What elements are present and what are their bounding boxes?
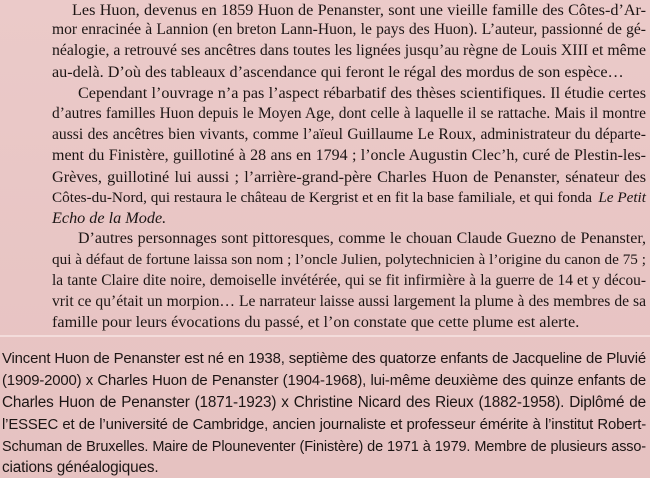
section-divider: [0, 335, 650, 337]
bio-line: (1909-2000) x Charles Huon de Penanster (1904-1968), lui-même deuxième des quinze enfants de: [2, 373, 646, 389]
review-line: aussi des ancêtres bien vivants, comme l’aïeul Guillaume Le Roux, administrateur du départe-: [52, 126, 646, 143]
review-line: d’autres familles Huon depuis le Moyen Age, dont celle à laquelle il se rattache. Mais il montre: [52, 105, 646, 122]
review-line: ment du Finistère, guillotiné à 28 ans en 1794 ; l’oncle Augustin Clec’h, curé de Plestin-les-: [52, 147, 646, 164]
bio-line: Charles Huon de Penanster (1871-1923) x Christine Nicard des Rieux (1882-1958). Diplômé de: [2, 394, 646, 411]
review-line: la tante Claire dite noire, demoiselle invétérée, qui se fit infirmière à la guerre de 14 et y décou-: [52, 272, 646, 289]
review-line: Cependant l’ouvrage n’a pas l’aspect rébarbatif des thèses scientifiques. Il étudie certes: [78, 84, 646, 102]
bio-line: Schuman de Bruxelles. Maire de Plouneventer (Finistère) de 1971 à 1979. Membre de plusieurs asso-: [2, 439, 646, 455]
bio-line: Vincent Huon de Penanster est né en 1938, septième des quatorze enfants de Jacqueline de Pluvié: [2, 351, 646, 367]
review-line: Grèves, guillotiné lui aussi ; l’arrière-grand-père Charles Huon de Penanster, sénateur des: [52, 168, 646, 186]
review-line: qui à défaut de fortune laissa son nom ; l’oncle Julien, polytechnicien à l’origine du canon de 75 ;: [52, 251, 646, 268]
review-line: vrit ce qu’était un morpion… Le narrateur laisse aussi largement la plume à des membres de sa: [52, 293, 646, 310]
review-line: Côtes-du-Nord, qui restaura le château de Kergrist et en fit la base familiale, et qui fonda: [52, 189, 592, 206]
review-line-italic: [52, 208, 166, 228]
review-line: D’autres personnages sont pittoresques, comme le chouan Claude Guezno de Penanster,: [78, 230, 646, 247]
review-line: mor enracinée à Lannion (en breton Lann-Huon, le pays des Huon). L’auteur, passionné de gé-: [52, 21, 646, 38]
bio-line: ciations généalogiques.: [2, 459, 159, 476]
review-line-with-italic: [52, 188, 646, 208]
magazine-title-italic: Echo de la Mode.: [52, 209, 167, 227]
review-line: famille pour leurs évocations du passé, et l’on constate que cette plume est alerte.: [52, 313, 580, 331]
review-line: Les Huon, devenus en 1859 Huon de Penanster, sont une vieille famille des Côtes-d’Ar-: [72, 1, 646, 19]
bio-line: l’ESSEC et de l’université de Cambridge, ancien journaliste et professeur émérite à l’institut Robert-: [2, 417, 646, 433]
review-line: néalogie, a retrouvé ses ancêtres dans toutes les lignées jusqu’au règne de Louis XIII et même: [52, 42, 646, 59]
review-line: au-delà. D’où des tableaux d’ascendance qui feront le régal des mordus de son espèce…: [52, 63, 624, 81]
magazine-title-italic: Le Petit: [598, 189, 646, 206]
